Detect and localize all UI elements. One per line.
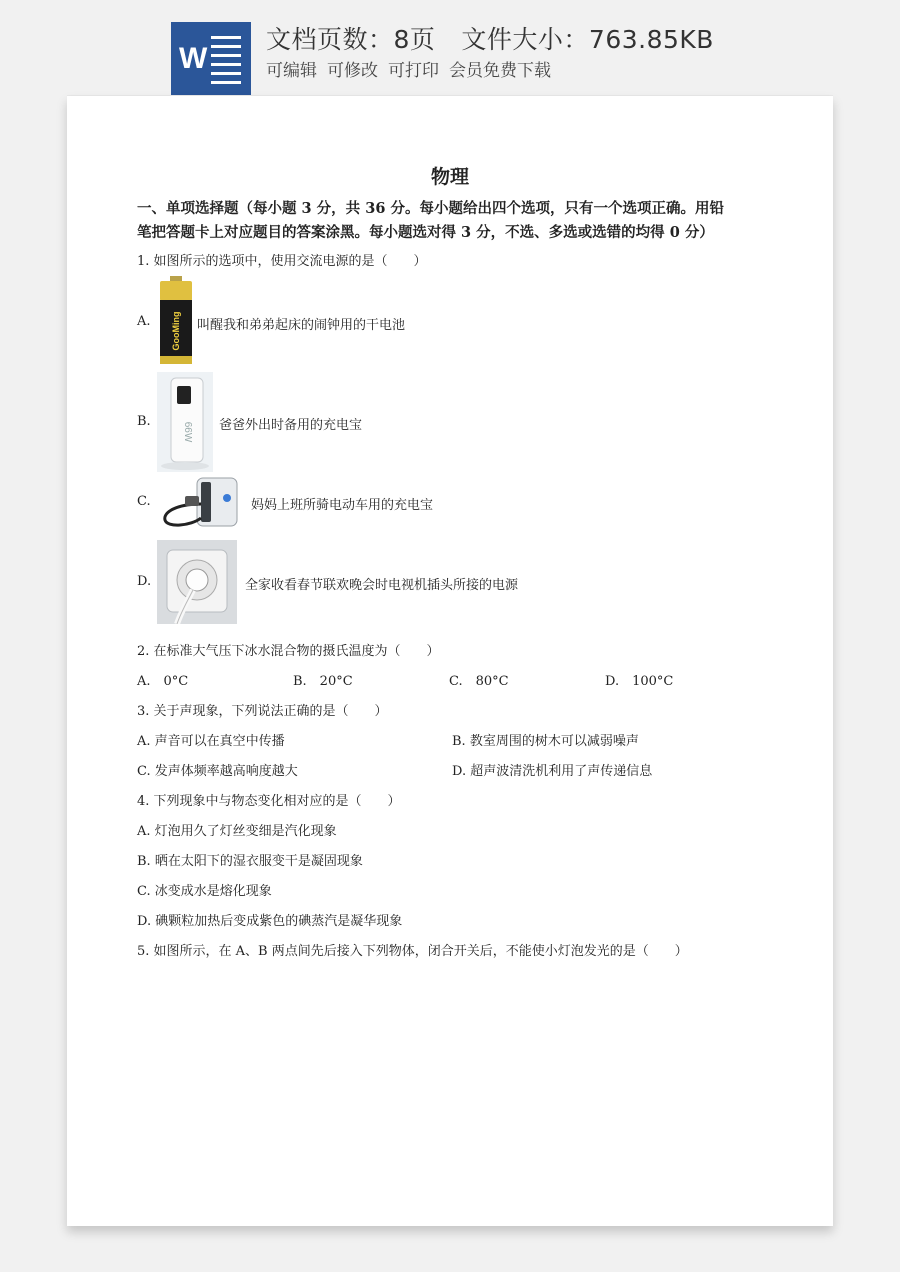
q3-option-a: A. 声音可以在真空中传播 <box>137 734 285 749</box>
power-bank-image <box>157 372 213 472</box>
page-title: 物理 <box>430 166 469 188</box>
feature-editable: 可编辑 <box>266 61 317 81</box>
battery-image <box>157 276 195 366</box>
wall-socket-image <box>157 540 237 624</box>
q4-option-d: D. 碘颗粒加热后变成紫色的碘蒸汽是凝华现象 <box>137 914 403 929</box>
section-heading-line-1: 一、单项选择题（每小题 3 分，共 36 分。每小题给出四个选项，只有一个选项正确。用铅 <box>137 200 724 217</box>
feature-printable: 可打印 <box>388 61 439 81</box>
q2-option-d: D. 100°C <box>605 674 674 689</box>
word-document-icon <box>171 22 251 96</box>
q3-option-c: C. 发声体频率越高响度越大 <box>137 764 298 779</box>
q1-option-c-text: 妈妈上班所骑电动车用的充电宝 <box>251 498 434 513</box>
q1-option-a-letter: A. <box>137 314 151 329</box>
download-banner <box>0 0 900 96</box>
q1-option-b-letter: B. <box>137 414 151 429</box>
q1-option-d-text: 全家收看春节联欢晚会时电视机插头所接的电源 <box>245 578 519 593</box>
q2-option-a: A. 0°C <box>137 674 189 689</box>
svg-text:GooMing: GooMing <box>171 311 181 351</box>
section-heading-line-2: 笔把答题卡上对应题目的答案涂黑。每小题选对得 3 分，不选、多选或选错的均得 0 分） <box>137 224 714 241</box>
q1-option-c-letter: C. <box>137 494 151 509</box>
q1-option-a-text: 叫醒我和弟弟起床的闹钟用的干电池 <box>197 318 406 333</box>
q1-option-d-letter: D. <box>137 574 152 589</box>
question-1-stem: 1. 如图所示的选项中，使用交流电源的是（ ） <box>137 254 427 269</box>
question-5-stem: 5. 如图所示，在 A、B 两点间先后接入下列物体，闭合开关后，不能使小灯泡发光的是（ ） <box>137 944 688 959</box>
document-page <box>67 96 833 1226</box>
ebike-charger-image <box>157 474 243 532</box>
q4-option-b: B. 晒在太阳下的湿衣服变干是凝固现象 <box>137 854 363 869</box>
banner-features <box>266 56 551 81</box>
banner-title <box>266 20 714 56</box>
file-size-label: 文件大小：763.85KB <box>461 25 714 54</box>
feature-modifiable: 可修改 <box>327 61 378 81</box>
q1-option-b-text: 爸爸外出时备用的充电宝 <box>219 418 363 433</box>
q3-option-b: B. 教室周围的树木可以减弱噪声 <box>452 734 639 749</box>
svg-text:66W: 66W <box>182 421 193 443</box>
word-icon-letter: W <box>179 42 208 75</box>
q2-option-b: B. 20°C <box>293 674 353 689</box>
q2-option-c: C. 80°C <box>449 674 509 689</box>
feature-member-download: 会员免费下载 <box>449 61 551 81</box>
q4-option-a: A. 灯泡用久了灯丝变细是汽化现象 <box>137 824 337 839</box>
q3-option-d: D. 超声波清洗机利用了声传递信息 <box>452 764 653 779</box>
question-2-stem: 2. 在标准大气压下冰水混合物的摄氏温度为（ ） <box>137 644 440 659</box>
q4-option-c: C. 冰变成水是熔化现象 <box>137 884 272 899</box>
question-3-stem: 3. 关于声现象，下列说法正确的是（ ） <box>137 704 388 719</box>
question-4-stem: 4. 下列现象中与物态变化相对应的是（ ） <box>137 794 401 809</box>
page-count-label: 文档页数：8页 <box>266 25 436 54</box>
